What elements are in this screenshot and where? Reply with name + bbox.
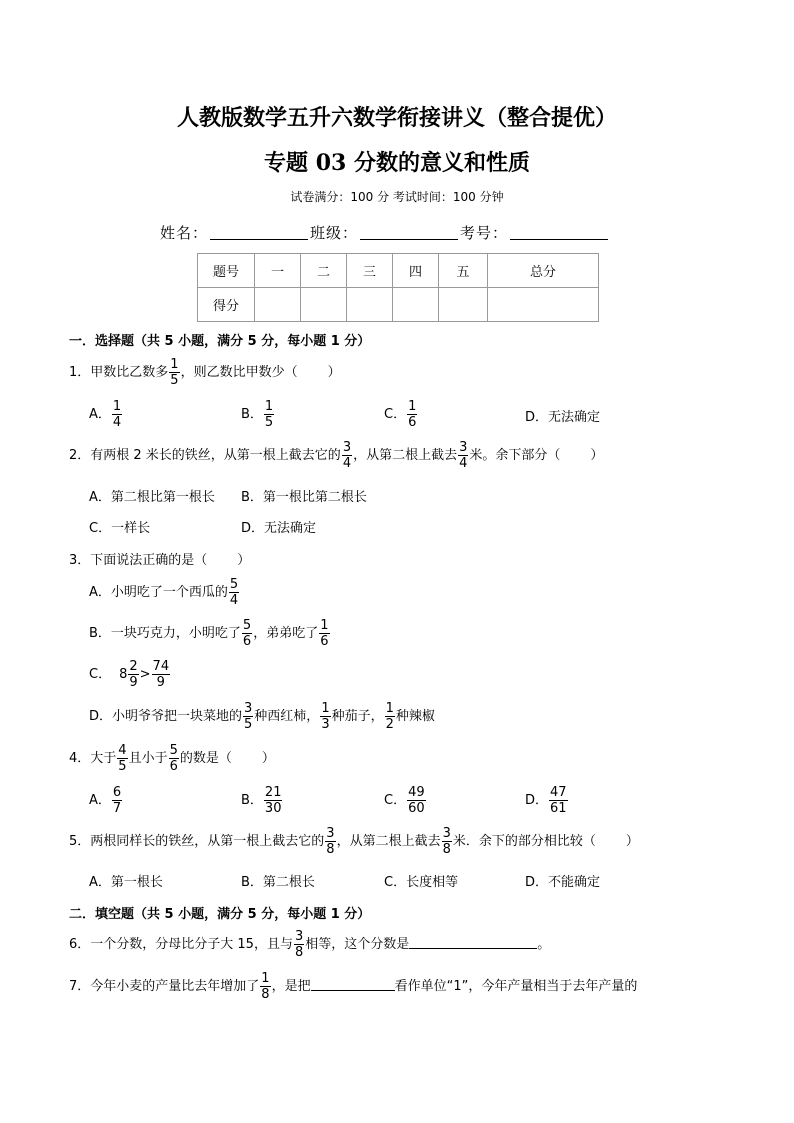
score-header-cell: 三 — [347, 254, 393, 288]
question-7: 7．今年小麦的产量比去年增加了 $\frac{1}{8}$ ，是把 看作单位“1”，今年产量相当于去年产量的 — [69, 971, 638, 1002]
q3-option-d[interactable]: D．小明爷爷把一块菜地的 $\frac{3}{5}$ 种西红柿， $\frac{1}{3}$ 种茄子， $\frac{1}{2}$ 种辣椒 — [89, 701, 435, 732]
question-1 — [69, 357, 341, 388]
score-table-score-row — [198, 288, 599, 322]
q3-option-c[interactable]: C． 8 $\frac{2}{9}$ > $\frac{74}{9}$ — [89, 659, 170, 690]
q1-option-b[interactable]: B． $\frac{1}{5}$ — [241, 399, 274, 430]
score-header-cell: 总分 — [488, 254, 599, 288]
option-fraction: $\frac{21}{30}$ — [264, 785, 282, 816]
q1-option-d[interactable]: D．无法确定 — [525, 410, 601, 425]
question-4: 4．大于 $\frac{4}{5}$ 且小于 $\frac{5}{6}$ 的数是（ ） — [69, 743, 275, 774]
score-header-cell: 五 — [439, 254, 488, 288]
option-fraction: $\frac{1}{2}$ — [385, 701, 394, 732]
q2-fraction-1: $\frac{3}{4}$ — [342, 440, 352, 471]
option-fraction: $\frac{47}{61}$ — [550, 785, 567, 816]
option-fraction: $\frac{1}{3}$ — [321, 701, 330, 732]
q5-option-c[interactable]: C．长度相等 — [384, 875, 459, 890]
q1-paren-end: ） — [327, 365, 341, 380]
fraction-denominator: 6 — [408, 415, 417, 430]
score-header-cell: 四 — [393, 254, 439, 288]
score-cell[interactable] — [393, 288, 439, 322]
score-cell[interactable] — [439, 288, 488, 322]
option-fraction: $\frac{5}{4}$ — [229, 577, 239, 608]
q2-fraction-2: $\frac{3}{4}$ — [459, 440, 468, 471]
q4-option-d[interactable]: D． $\frac{47}{61}$ — [525, 785, 567, 816]
q5-option-d[interactable]: D．不能确定 — [525, 875, 601, 890]
fraction-denominator: 5 — [264, 415, 274, 430]
option-fraction: $\frac{1}{6}$ — [320, 618, 329, 649]
exam-no-label: 考号： — [460, 224, 509, 242]
section-2-title: 二．填空题（共 5 小题，满分 5 分，每小题 1 分） — [69, 907, 371, 922]
section-1-title: 一．选择题（共 5 小题，满分 5 分，每小题 1 分） — [69, 334, 371, 349]
document-title: 人教版数学五升六数学衔接讲义（整合提优） — [176, 105, 617, 131]
document-subtitle: 专题 03 分数的意义和性质 — [264, 150, 530, 176]
option-fraction: $\frac{6}{7}$ — [112, 785, 122, 816]
score-table — [197, 253, 599, 322]
exam-meta: 试卷满分：100 分 考试时间：100 分钟 — [290, 190, 504, 204]
q1-option-c[interactable]: C． $\frac{1}{6}$ — [384, 399, 417, 430]
score-table-header-row — [198, 254, 599, 288]
q5-fraction-2: $\frac{3}{8}$ — [442, 826, 451, 857]
question-3: 3．下面说法正确的是（ ） — [69, 553, 251, 568]
q2-option-c[interactable]: C．一样长 — [89, 521, 151, 536]
q3-option-b[interactable]: B．一块巧克力，小明吃了 $\frac{5}{6}$ ，弟弟吃了 $\frac{1}{6}$ — [89, 618, 329, 649]
name-blank[interactable] — [210, 225, 308, 240]
fraction-numerator: 1 — [264, 399, 274, 414]
q2-option-d[interactable]: D．无法确定 — [241, 521, 317, 536]
q2-option-b[interactable]: B．第一根比第二根长 — [241, 490, 367, 505]
q4-fraction-1: $\frac{4}{5}$ — [118, 743, 127, 774]
score-cell[interactable] — [255, 288, 301, 322]
fraction-denominator: 4 — [112, 415, 122, 430]
question-2: 2．有两根 2 米长的铁丝，从第一根上截去它的 $\frac{3}{4}$ ，从第二根上截去 $\frac{3}{4}$ 米。余下部分（ ） — [69, 440, 604, 471]
fraction-denominator: 5 — [170, 373, 179, 388]
option-fraction — [407, 399, 417, 430]
score-header-cell: 二 — [301, 254, 347, 288]
score-cell[interactable] — [301, 288, 347, 322]
q1-fraction — [169, 357, 179, 388]
q5-fraction-1: $\frac{3}{8}$ — [326, 826, 335, 857]
class-label: 班级： — [310, 224, 359, 242]
option-fraction: $\frac{2}{9}$ — [129, 659, 138, 690]
q7-fraction: $\frac{1}{8}$ — [261, 971, 270, 1002]
q4-option-b[interactable]: B． $\frac{21}{30}$ — [241, 785, 282, 816]
score-header-cell: 题号 — [198, 254, 255, 288]
question-5: 5．两根同样长的铁丝，从第一根上截去它的 $\frac{3}{8}$ ，从第二根上截去 $\frac{3}{8}$ 米．余下的部分相比较（ ） — [69, 826, 639, 857]
student-info-row — [160, 222, 610, 243]
option-fraction: $\frac{5}{6}$ — [242, 618, 252, 649]
option-fraction: $\frac{74}{9}$ — [152, 659, 170, 690]
q4-fraction-2: $\frac{5}{6}$ — [169, 743, 178, 774]
option-fraction: $\frac{49}{60}$ — [408, 785, 425, 816]
q3-option-a[interactable]: A．小明吃了一个西瓜的 $\frac{5}{4}$ — [89, 577, 239, 608]
q2-option-a[interactable]: A．第二根比第一根长 — [89, 490, 215, 505]
fraction-numerator: 1 — [170, 357, 179, 372]
fraction-numerator: 1 — [112, 399, 122, 414]
score-cell[interactable] — [347, 288, 393, 322]
question-6: 6．一个分数，分母比分子大 15，且与 $\frac{3}{8}$ 相等，这个分数是 。 — [69, 929, 551, 960]
option-fraction — [264, 399, 274, 430]
q6-answer-blank[interactable] — [409, 936, 537, 949]
score-header-cell: 一 — [255, 254, 301, 288]
option-fraction: $\frac{3}{5}$ — [244, 701, 253, 732]
exam-no-blank[interactable] — [510, 225, 608, 240]
q7-answer-blank[interactable] — [311, 978, 395, 991]
q1-option-a[interactable]: A． $\frac{1}{4}$ — [89, 399, 122, 430]
q1-text-post: ，则乙数比甲数少（ — [180, 365, 298, 380]
q5-option-a[interactable]: A．第一根长 — [89, 875, 163, 890]
q6-fraction: $\frac{3}{8}$ — [294, 929, 304, 960]
score-cell[interactable] — [488, 288, 599, 322]
q1-text: 1．甲数比乙数多 — [69, 365, 169, 380]
fraction-numerator: 1 — [408, 399, 417, 414]
class-blank[interactable] — [360, 225, 458, 240]
q4-option-c[interactable]: C． $\frac{49}{60}$ — [384, 785, 425, 816]
q4-option-a[interactable]: A． $\frac{6}{7}$ — [89, 785, 122, 816]
name-label: 姓名： — [160, 224, 209, 242]
q5-option-b[interactable]: B．第二根长 — [241, 875, 315, 890]
option-fraction — [112, 399, 122, 430]
score-row-label: 得分 — [198, 288, 255, 322]
